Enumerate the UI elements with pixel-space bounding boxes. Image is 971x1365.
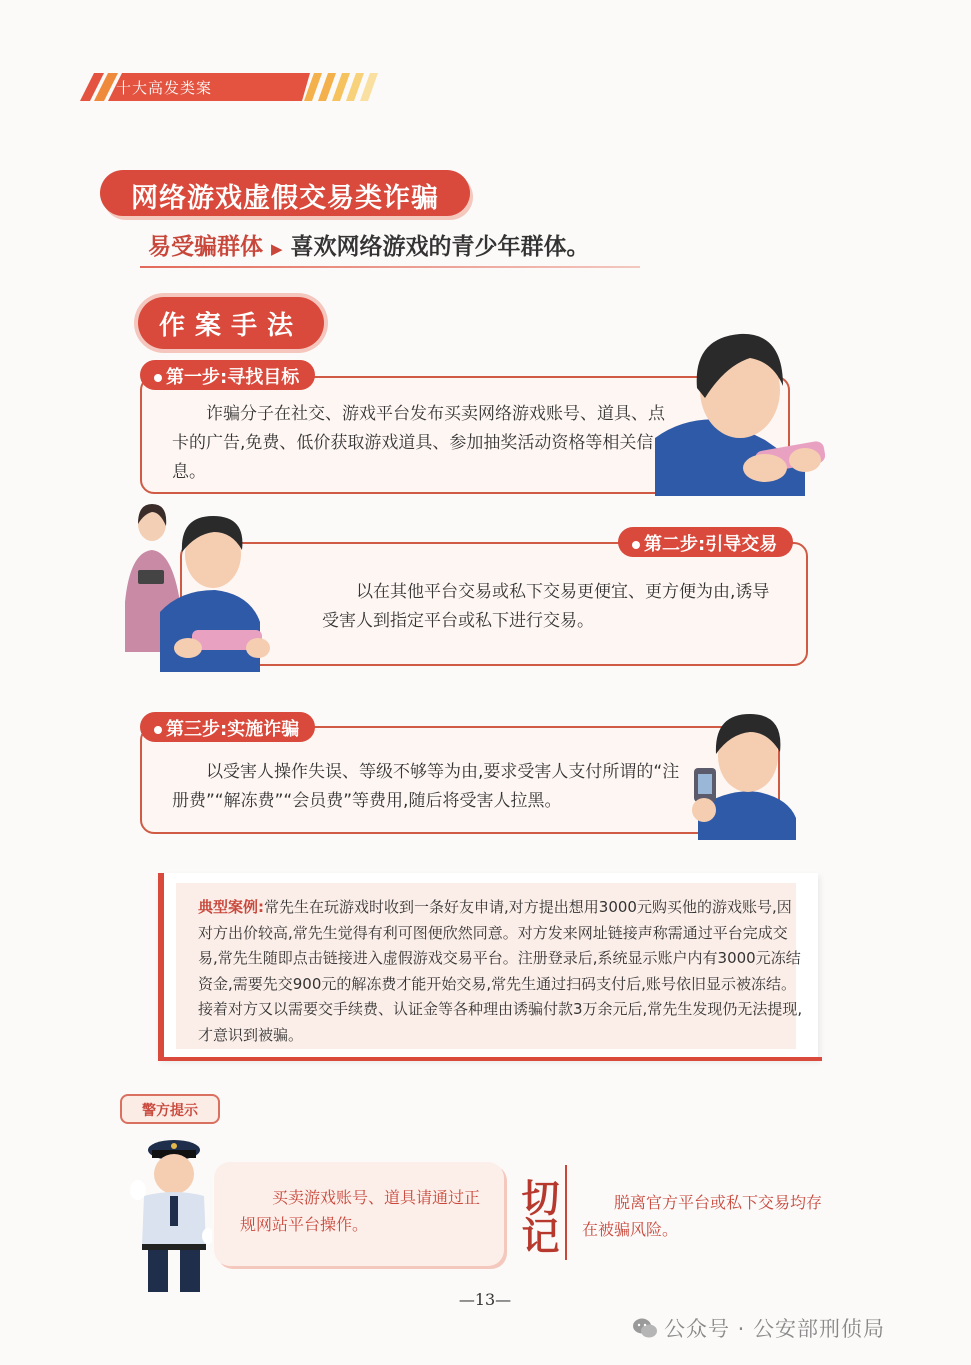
triangle-arrow-icon: ▶ — [271, 240, 283, 258]
remember-divider — [565, 1165, 567, 1260]
step-2-box — [180, 542, 808, 666]
typical-case-box — [158, 873, 818, 1059]
step-3-text: 以受害人操作失误、等级不够等为由,要求受害人支付所谓的“注册费”“解冻费”“会员费”等费用,随后将受害人拉黑。 — [172, 762, 680, 811]
target-value: 喜欢网络游戏的青少年群体。 — [290, 234, 590, 260]
bullet-dot-icon — [154, 726, 162, 734]
title-banner — [100, 170, 470, 216]
typical-case-text — [198, 895, 804, 1049]
remember-calligraphy: 切记 — [515, 1178, 560, 1254]
divider — [140, 266, 640, 268]
page-number: —13— — [458, 1290, 512, 1309]
step-2-tag — [618, 527, 793, 557]
typical-case-inner — [176, 883, 803, 1049]
boy-showing-phone-illustration — [688, 708, 798, 840]
case-bottom-border — [158, 1057, 822, 1061]
header-label: 十大高发类案 — [116, 79, 213, 97]
step-1-tag-label: 第一步:寻找目标 — [166, 367, 300, 388]
method-badge — [138, 297, 324, 349]
step-1-tag — [140, 360, 315, 390]
boy-playing-phone-illustration — [655, 328, 825, 496]
step-3-box — [140, 726, 780, 834]
step-2-text: 以在其他平台交易或私下交易更便宜、更方便为由,诱导受害人到指定平台或私下进行交易。 — [322, 582, 770, 631]
remember-text: 脱离官方平台或私下交易均存在被骗风险。 — [582, 1193, 823, 1239]
typical-case-label: 典型案例: — [198, 898, 264, 916]
wechat-icon — [632, 1317, 658, 1339]
section-header — [80, 73, 380, 101]
page-title: 网络游戏虚假交易类诈骗 — [131, 183, 439, 214]
method-badge-label: 作案手法 — [158, 311, 303, 341]
bullet-dot-icon — [632, 541, 640, 549]
target-group-row — [148, 228, 590, 262]
bullet-dot-icon — [154, 374, 162, 382]
tip-bubble — [214, 1162, 504, 1266]
police-officer-illustration — [130, 1136, 212, 1296]
step-2-tag-label: 第二步:引导交易 — [644, 534, 778, 555]
woman-and-boy-illustration — [120, 502, 270, 672]
tip-text: 买卖游戏账号、道具请通过正规网站平台操作。 — [240, 1188, 481, 1234]
step-1-text: 诈骗分子在社交、游戏平台发布买卖网络游戏账号、道具、点卡的广告,免费、低价获取游戏道具、参加抽奖活动资格等相关信息。 — [172, 404, 665, 482]
step-3-tag-label: 第三步:实施诈骗 — [166, 719, 300, 740]
typical-case-body: 常先生在玩游戏时收到一条好友申请,对方提出想用3000元购买他的游戏账号,因对方出价较高,常先生觉得有利可图便欣然同意。对方发来网址链接声称需通过平台完成交易,常先生随即点击链接进入虚假游戏交易平台。注册登录后,系统显示账户内有3000元冻结资金,需要先交900元的解冻费才能开始交易,常先生通过扫码支付后,账号依旧显示被冻结。接着对方又以需要交手续费、认证金等各种理由诱骗付款3万余元后,常先生发现仍无法提现,才意识到被骗。 — [198, 898, 803, 1044]
target-label: 易受骗群体 — [148, 234, 263, 260]
footer-text: 公众号 · 公安部刑侦局 — [664, 1317, 886, 1341]
step-3-tag — [140, 712, 315, 742]
police-tip-tag: 警方提示 — [120, 1094, 220, 1124]
footer-watermark — [632, 1313, 885, 1343]
